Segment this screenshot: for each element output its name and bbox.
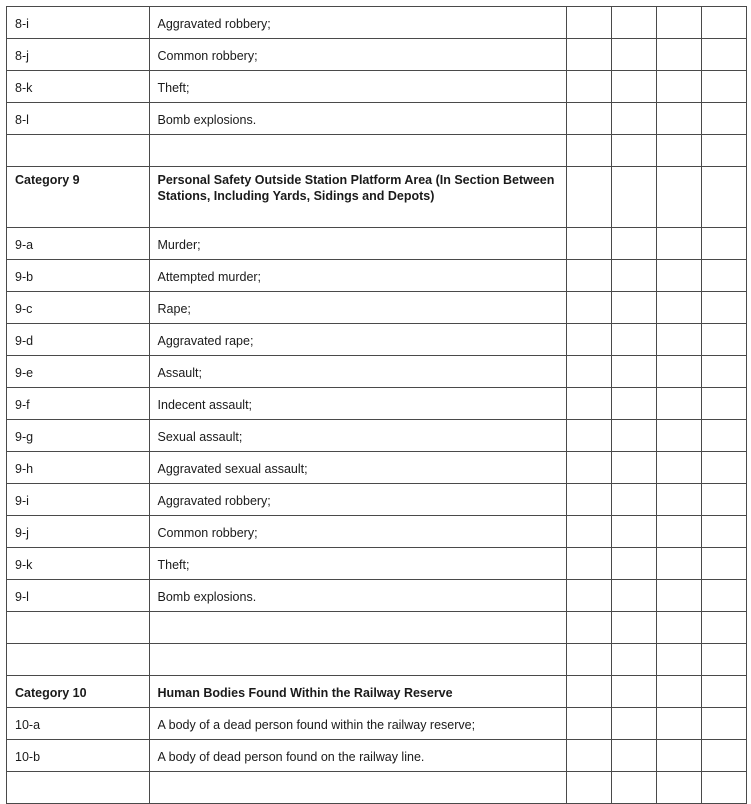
row-code <box>7 772 150 804</box>
table-row <box>7 7 747 39</box>
row-description: Murder; <box>149 228 567 260</box>
row-description <box>149 644 567 676</box>
row-code <box>7 644 150 676</box>
empty-cell <box>702 167 747 228</box>
empty-cell <box>567 135 612 167</box>
empty-cell <box>702 103 747 135</box>
row-description: Rape; <box>149 292 567 324</box>
empty-cell <box>567 228 612 260</box>
empty-cell <box>567 772 612 804</box>
row-code: 8-i <box>7 7 150 39</box>
row-description: Bomb explosions. <box>149 580 567 612</box>
empty-cell <box>657 548 702 580</box>
empty-cell <box>657 420 702 452</box>
empty-cell <box>702 772 747 804</box>
spacer-row <box>7 772 747 804</box>
crime-category-table <box>6 6 747 804</box>
empty-cell <box>612 612 657 644</box>
row-description: Sexual assault; <box>149 420 567 452</box>
table-row <box>7 484 747 516</box>
row-code: 9-k <box>7 548 150 580</box>
empty-cell <box>657 644 702 676</box>
empty-cell <box>567 324 612 356</box>
empty-cell <box>612 356 657 388</box>
row-description: Human Bodies Found Within the Railway Reserve <box>149 676 567 708</box>
row-description <box>149 135 567 167</box>
row-code: 9-h <box>7 452 150 484</box>
row-code: Category 10 <box>7 676 150 708</box>
empty-cell <box>657 260 702 292</box>
empty-cell <box>702 612 747 644</box>
empty-cell <box>657 484 702 516</box>
row-description: Common robbery; <box>149 516 567 548</box>
empty-cell <box>567 580 612 612</box>
empty-cell <box>702 708 747 740</box>
row-code: 9-f <box>7 388 150 420</box>
empty-cell <box>567 452 612 484</box>
spacer-row <box>7 644 747 676</box>
category-row <box>7 676 747 708</box>
empty-cell <box>612 580 657 612</box>
empty-cell <box>612 548 657 580</box>
empty-cell <box>702 260 747 292</box>
empty-cell <box>567 612 612 644</box>
table-row <box>7 228 747 260</box>
empty-cell <box>702 71 747 103</box>
row-description: Aggravated rape; <box>149 324 567 356</box>
row-description: Indecent assault; <box>149 388 567 420</box>
empty-cell <box>567 484 612 516</box>
empty-cell <box>702 228 747 260</box>
empty-cell <box>657 39 702 71</box>
empty-cell <box>567 388 612 420</box>
empty-cell <box>567 420 612 452</box>
empty-cell <box>612 388 657 420</box>
empty-cell <box>567 167 612 228</box>
empty-cell <box>567 548 612 580</box>
empty-cell <box>702 356 747 388</box>
table-row <box>7 388 747 420</box>
empty-cell <box>612 324 657 356</box>
row-description <box>149 772 567 804</box>
empty-cell <box>657 452 702 484</box>
table-row <box>7 420 747 452</box>
empty-cell <box>612 676 657 708</box>
category-row <box>7 167 747 228</box>
row-code: 9-a <box>7 228 150 260</box>
empty-cell <box>612 772 657 804</box>
empty-cell <box>567 740 612 772</box>
table-row <box>7 324 747 356</box>
row-code <box>7 612 150 644</box>
empty-cell <box>612 740 657 772</box>
empty-cell <box>612 135 657 167</box>
table-row <box>7 356 747 388</box>
empty-cell <box>657 228 702 260</box>
row-code <box>7 135 150 167</box>
empty-cell <box>702 7 747 39</box>
empty-cell <box>657 516 702 548</box>
empty-cell <box>612 167 657 228</box>
row-code: 8-l <box>7 103 150 135</box>
empty-cell <box>657 135 702 167</box>
empty-cell <box>702 676 747 708</box>
empty-cell <box>702 548 747 580</box>
row-description: Attempted murder; <box>149 260 567 292</box>
table-row <box>7 548 747 580</box>
row-description: A body of a dead person found within the railway reserve; <box>149 708 567 740</box>
table-row <box>7 452 747 484</box>
row-code: 9-c <box>7 292 150 324</box>
empty-cell <box>657 324 702 356</box>
empty-cell <box>612 516 657 548</box>
table-row <box>7 71 747 103</box>
row-description: A body of dead person found on the railway line. <box>149 740 567 772</box>
empty-cell <box>612 708 657 740</box>
empty-cell <box>612 71 657 103</box>
table-row <box>7 708 747 740</box>
empty-cell <box>567 516 612 548</box>
row-code: 9-b <box>7 260 150 292</box>
empty-cell <box>612 103 657 135</box>
row-code: 9-j <box>7 516 150 548</box>
row-code: Category 9 <box>7 167 150 228</box>
row-description: Aggravated robbery; <box>149 7 567 39</box>
row-description: Personal Safety Outside Station Platform Area (In Section Between Stations, Including Yards, Sidings and Depots) <box>149 167 567 228</box>
empty-cell <box>657 772 702 804</box>
empty-cell <box>702 644 747 676</box>
row-code: 9-i <box>7 484 150 516</box>
row-description: Theft; <box>149 548 567 580</box>
empty-cell <box>702 740 747 772</box>
empty-cell <box>702 484 747 516</box>
empty-cell <box>657 71 702 103</box>
table-row <box>7 39 747 71</box>
empty-cell <box>567 103 612 135</box>
table-row <box>7 740 747 772</box>
empty-cell <box>657 612 702 644</box>
row-code: 8-j <box>7 39 150 71</box>
empty-cell <box>657 580 702 612</box>
empty-cell <box>657 388 702 420</box>
empty-cell <box>702 420 747 452</box>
row-description: Theft; <box>149 71 567 103</box>
empty-cell <box>567 292 612 324</box>
row-description: Aggravated robbery; <box>149 484 567 516</box>
empty-cell <box>657 356 702 388</box>
row-description: Common robbery; <box>149 39 567 71</box>
row-description: Bomb explosions. <box>149 103 567 135</box>
empty-cell <box>567 676 612 708</box>
row-description <box>149 612 567 644</box>
empty-cell <box>567 708 612 740</box>
empty-cell <box>567 71 612 103</box>
table-row <box>7 260 747 292</box>
empty-cell <box>702 135 747 167</box>
empty-cell <box>567 7 612 39</box>
empty-cell <box>567 39 612 71</box>
row-code: 9-e <box>7 356 150 388</box>
row-code: 10-a <box>7 708 150 740</box>
table-body <box>7 7 747 804</box>
empty-cell <box>702 292 747 324</box>
row-code: 8-k <box>7 71 150 103</box>
row-code: 10-b <box>7 740 150 772</box>
spacer-row <box>7 135 747 167</box>
table-row <box>7 292 747 324</box>
empty-cell <box>702 452 747 484</box>
empty-cell <box>702 516 747 548</box>
empty-cell <box>702 39 747 71</box>
empty-cell <box>612 484 657 516</box>
empty-cell <box>657 708 702 740</box>
spacer-row <box>7 612 747 644</box>
empty-cell <box>657 292 702 324</box>
empty-cell <box>612 7 657 39</box>
empty-cell <box>702 580 747 612</box>
empty-cell <box>657 167 702 228</box>
empty-cell <box>567 644 612 676</box>
empty-cell <box>612 39 657 71</box>
empty-cell <box>612 292 657 324</box>
row-description: Aggravated sexual assault; <box>149 452 567 484</box>
table-row <box>7 580 747 612</box>
empty-cell <box>657 676 702 708</box>
row-code: 9-l <box>7 580 150 612</box>
empty-cell <box>612 452 657 484</box>
empty-cell <box>612 644 657 676</box>
empty-cell <box>567 260 612 292</box>
empty-cell <box>612 420 657 452</box>
empty-cell <box>702 388 747 420</box>
empty-cell <box>657 740 702 772</box>
empty-cell <box>702 324 747 356</box>
empty-cell <box>612 228 657 260</box>
table-row <box>7 103 747 135</box>
row-description: Assault; <box>149 356 567 388</box>
row-code: 9-g <box>7 420 150 452</box>
row-code: 9-d <box>7 324 150 356</box>
empty-cell <box>612 260 657 292</box>
empty-cell <box>657 7 702 39</box>
empty-cell <box>657 103 702 135</box>
empty-cell <box>567 356 612 388</box>
table-row <box>7 516 747 548</box>
